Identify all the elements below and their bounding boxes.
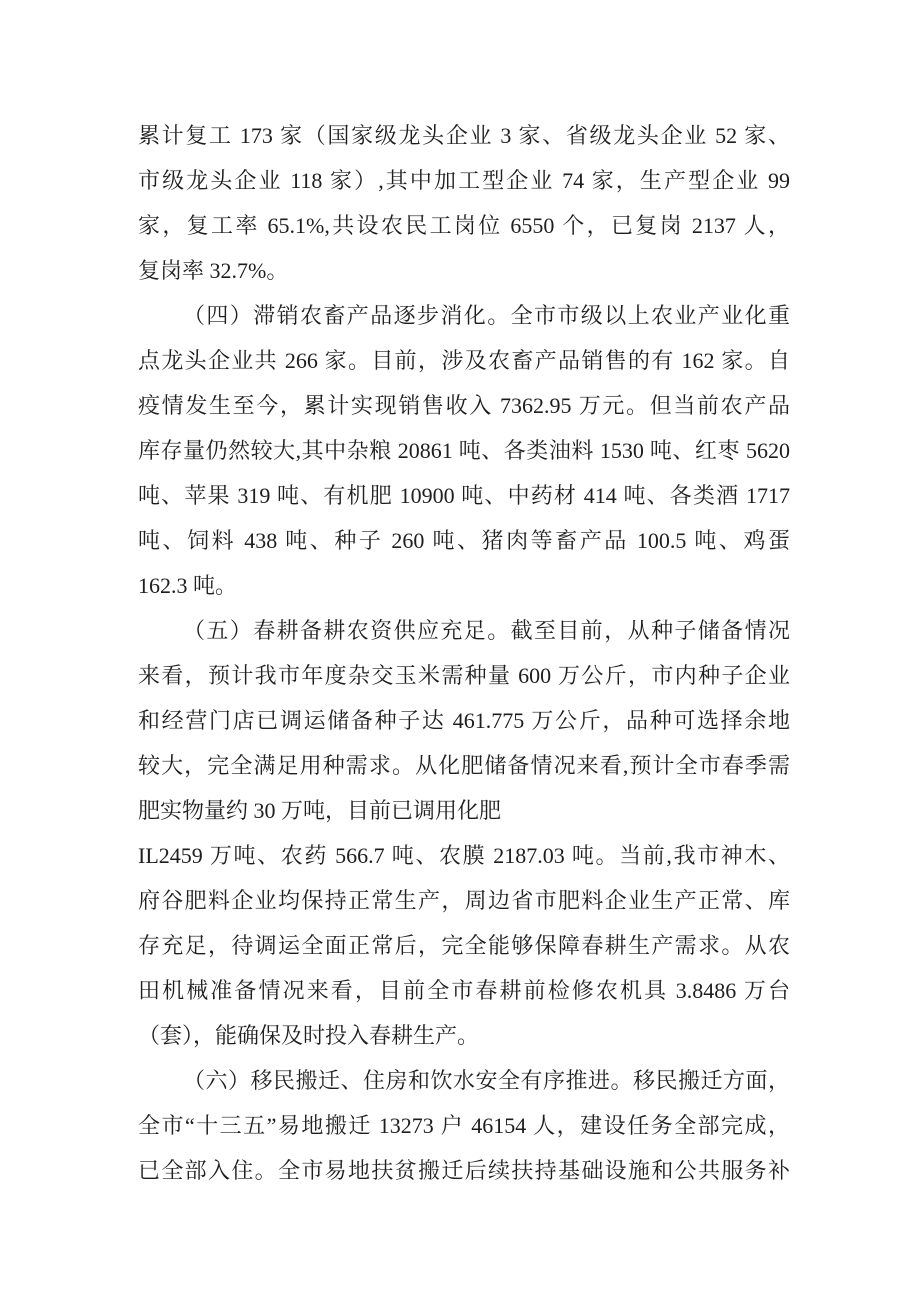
paragraph-enterprise-resumption [138, 113, 790, 293]
text-line: （套），能确保及时投入春耕生产。 [138, 1023, 480, 1048]
text-line: 吨、饲料 438 吨、种子 260 吨、猪肉等畜产品 100.5 吨、鸡蛋 [138, 528, 790, 553]
text-line: 肥实物量约 30 万吨，目前已调用化肥 [138, 798, 502, 823]
text-line: 和经营门店已调运储备种子达 461.775 万公斤，品种可选择余地 [138, 708, 790, 733]
paragraph-unsold-products [138, 293, 790, 608]
paragraph-relocation-housing-water [138, 1058, 790, 1193]
text-line: （五）春耕备耕农资供应充足。截至目前，从种子储备情况 [183, 618, 790, 643]
text-line: （四）滞销农畜产品逐步消化。全市市级以上农业产业化重 [183, 303, 790, 328]
text-line: 市级龙头企业 118 家）,其中加工型企业 74 家，生产型企业 99 [138, 168, 790, 193]
text-line: 已全部入住。全市易地扶贫搬迁后续扶持基础设施和公共服务补 [138, 1158, 790, 1183]
text-line: （六）移民搬迁、住房和饮水安全有序推进。移民搬迁方面， [183, 1068, 790, 1093]
text-line: 田机械准备情况来看，目前全市春耕前检修农机具 3.8486 万台 [138, 978, 790, 1003]
text-line: 家，复工率 65.1%,共设农民工岗位 6550 个，已复岗 2137 人， [138, 213, 790, 238]
text-line: IL2459 万吨、农药 566.7 吨、农膜 2187.03 吨。当前,我市神木、 [138, 843, 790, 868]
text-line: 府谷肥料企业均保持正常生产，周边省市肥料企业生产正常、库 [138, 888, 790, 913]
document-page [138, 113, 790, 1193]
text-line: 疫情发生至今，累计实现销售收入 7362.95 万元。但当前农产品 [138, 393, 790, 418]
text-line: 存充足，待调运全面正常后，完全能够保障春耕生产需求。从农 [138, 933, 790, 958]
paragraph-spring-farming-supplies [138, 608, 790, 1058]
text-line: 点龙头企业共 266 家。目前，涉及农畜产品销售的有 162 家。自 [138, 348, 790, 373]
text-line: 吨、苹果 319 吨、有机肥 10900 吨、中药材 414 吨、各类酒 1717 [138, 483, 790, 508]
text-line: 全市“十三五”易地搬迁 13273 户 46154 人，建设任务全部完成， [138, 1113, 790, 1138]
text-line: 162.3 吨。 [138, 573, 238, 598]
text-line: 累计复工 173 家（国家级龙头企业 3 家、省级龙头企业 52 家、 [138, 123, 790, 148]
text-line: 复岗率 32.7%。 [138, 258, 289, 283]
text-line: 较大，完全满足用种需求。从化肥储备情况来看,预计全市春季需 [138, 753, 790, 778]
text-line: 来看，预计我市年度杂交玉米需种量 600 万公斤，市内种子企业 [138, 663, 790, 688]
text-line: 库存量仍然较大,其中杂粮 20861 吨、各类油料 1530 吨、红枣 5620 [138, 438, 790, 463]
